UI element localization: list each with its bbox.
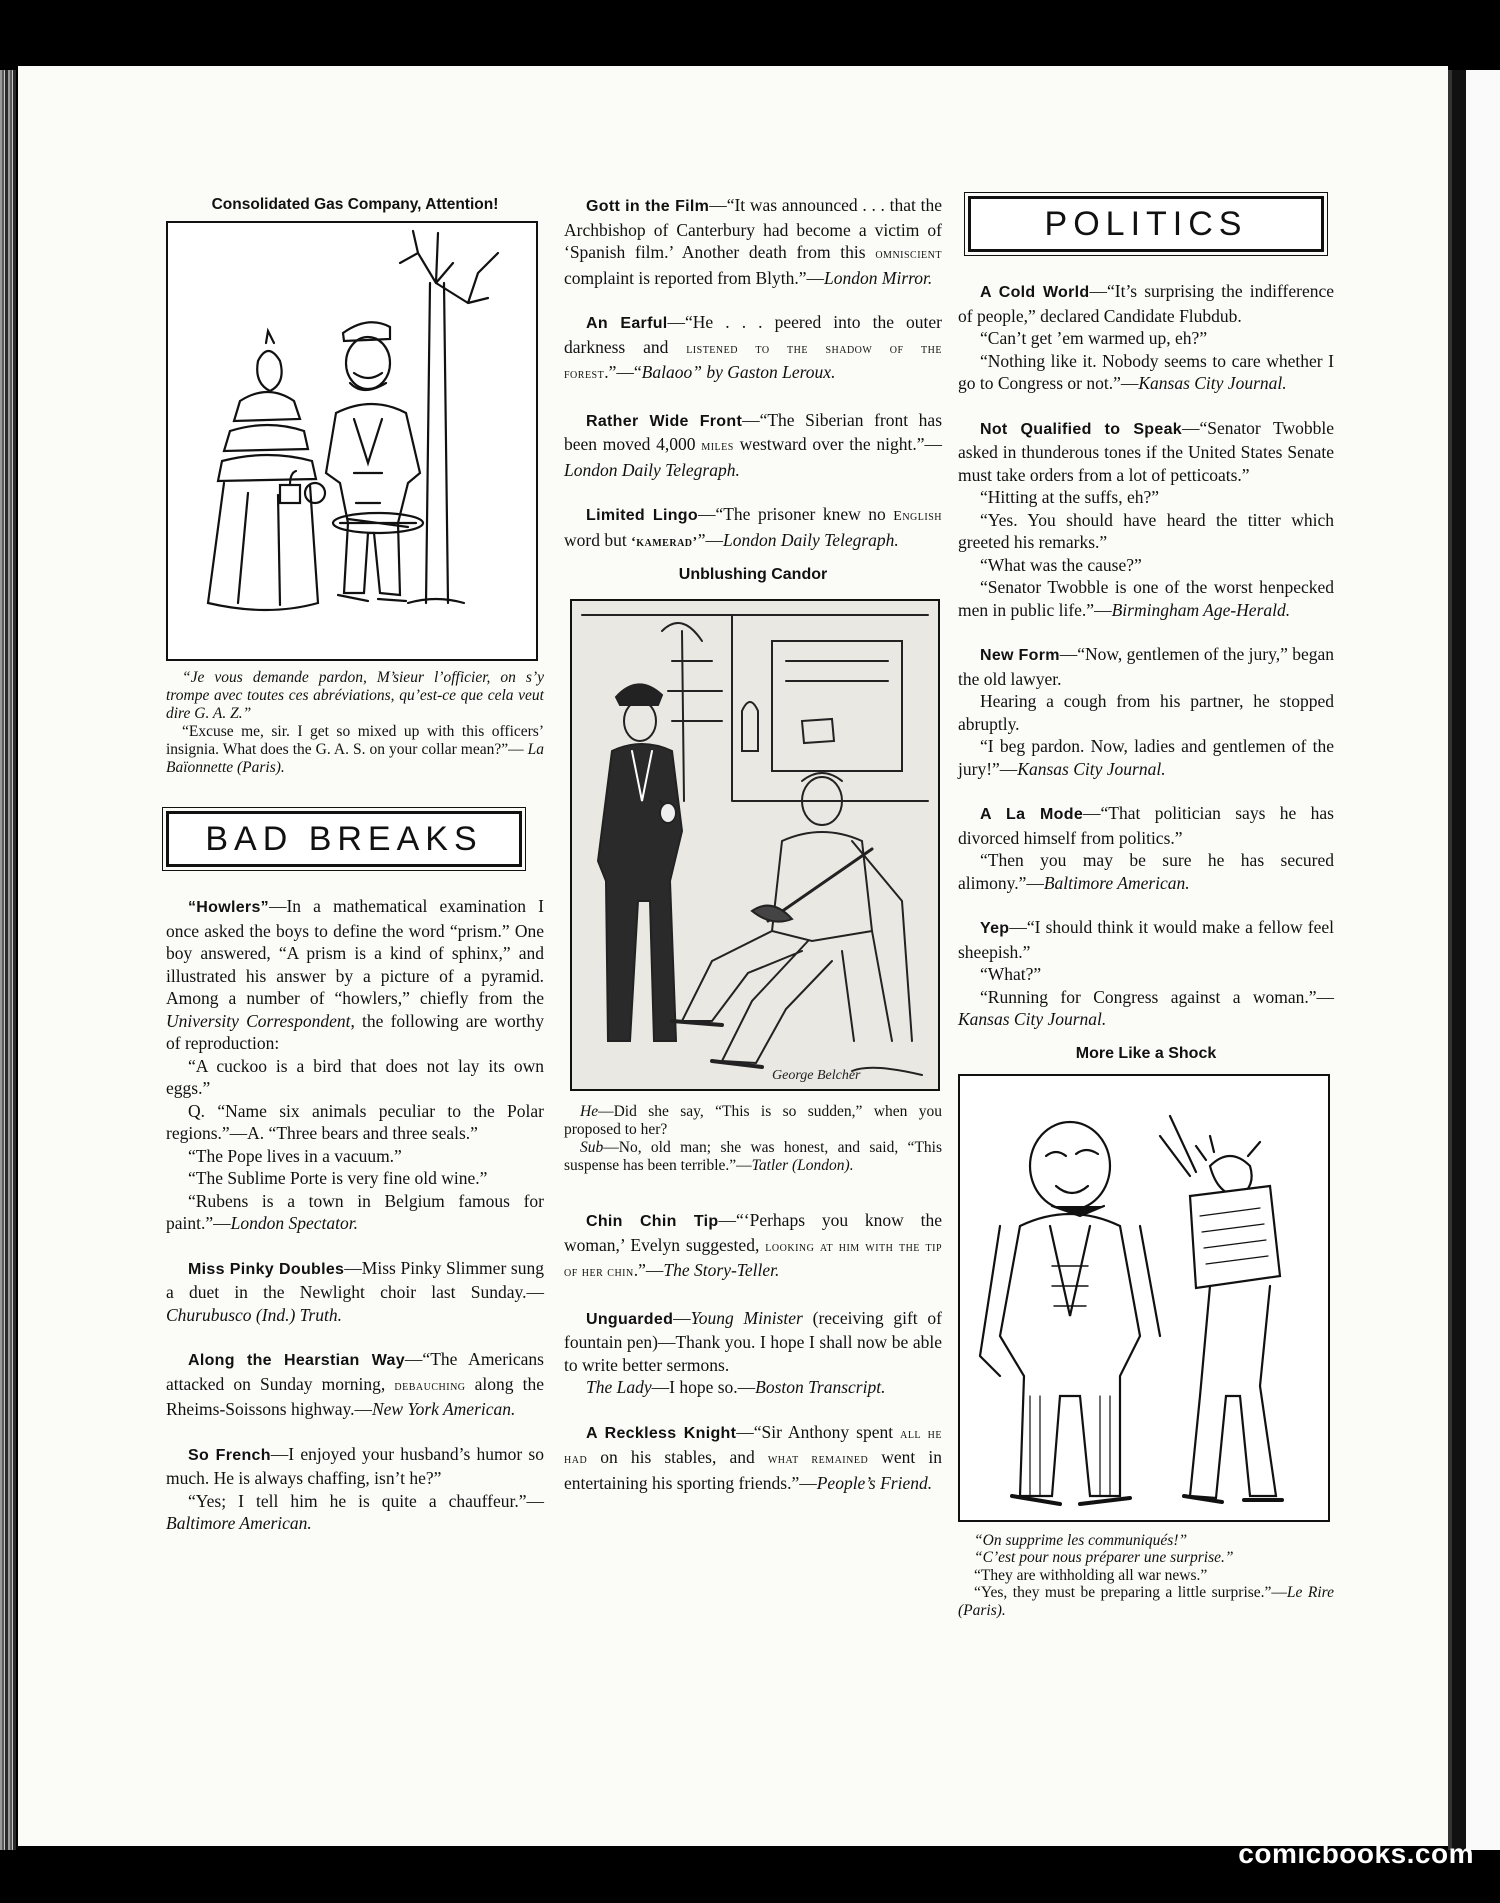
knight-smallcaps-2: what remained [767, 1452, 869, 1467]
so-french-heading: So French [188, 1446, 271, 1464]
caption-shock-source: Le Rire (Paris). [958, 1584, 1334, 1619]
earful-text: —“He . . . peered into the outer darkness and [564, 312, 942, 357]
lingo-smallcaps: English [893, 509, 942, 524]
cartoon-more-like-a-shock [958, 1074, 1330, 1522]
earful-text-2: .”—“ [604, 362, 642, 382]
site-watermark: comicbooks.com [1238, 1838, 1474, 1869]
mode-source: Baltimore American. [1043, 872, 1190, 893]
lingo-text-3: ”— [697, 529, 723, 550]
hearstian-text: —“The Americans attacked on Sunday morning, [166, 1349, 544, 1394]
caption-candor-source: Tatler (London). [751, 1157, 854, 1174]
mode-heading: A La Mode [980, 806, 1084, 823]
cold-line-2: “Can’t get ’em warmed up, eh?” [980, 328, 1208, 348]
cold-text: —“It’s surprising the indifference of people,” declared Candidate Flubdub. [958, 281, 1334, 326]
caption-english-text: “Excuse me, sir. I get so mixed up with this officers’ insignia. What does the G. A. S. on your collar mean?”— [166, 723, 544, 758]
wide-front-source: London Daily Telegraph. [564, 459, 740, 480]
so-french-line-2 [166, 1490, 544, 1535]
knight-smallcaps: all he had [564, 1426, 942, 1467]
yep-line-2: “What?” [980, 964, 1042, 984]
howler-item: “The Pope lives in a vacuum.” [188, 1145, 402, 1166]
cartoon-drawing-newspaper-readers [960, 1076, 1328, 1520]
gott-heading: Gott in the Film [586, 198, 710, 215]
article-so-french [166, 1443, 544, 1535]
right-column [958, 194, 1334, 1619]
caption-english-gas [166, 723, 544, 777]
caption-she-text: —No, old man; she was honest, and said, “This suspense has been terrible.”— [564, 1139, 942, 1174]
article-a-la-mode [958, 802, 1334, 894]
article-limited-lingo [564, 503, 942, 554]
howler-item: “A cuckoo is a bird that does not lay its own eggs.” [166, 1055, 544, 1098]
caption-he [564, 1103, 942, 1139]
lingo-kamerad: ‘kamerad’ [631, 534, 698, 550]
lingo-source: London Daily Telegraph. [722, 529, 899, 550]
article-hearstian [166, 1348, 544, 1421]
yep-line-1 [958, 916, 1334, 963]
earful-source: Balaoo” by Gaston Leroux. [641, 362, 836, 382]
gott-smallcaps: omniscient [875, 247, 942, 262]
chin-heading: Chin Chin Tip [586, 1213, 719, 1230]
qualified-line-5 [958, 576, 1334, 621]
qualified-text: —“Senator Twobble asked in thunderous tones if the United States Senate must take orders from a lot of petticoats.” [958, 417, 1334, 485]
newform-line-3 [958, 735, 1334, 780]
caption-he-label: He [580, 1103, 599, 1120]
left-column [166, 194, 544, 1535]
article-yep [958, 916, 1334, 1031]
unguarded-source: Boston Transcript. [755, 1377, 886, 1397]
pinky-heading: Miss Pinky Doubles [188, 1260, 345, 1278]
newform-text-3: “I beg pardon. Now, ladies and gentlemen of the jury!”— [958, 736, 1334, 779]
knight-text-3: went in entertaining his sporting friends.”— [564, 1447, 942, 1493]
article-new-form [958, 643, 1334, 780]
earful-heading: An Earful [586, 315, 668, 332]
unguarded-line-2 [564, 1376, 942, 1399]
wide-front-text-2: westward over the night.”— [733, 434, 942, 454]
howler-item: Q. “Name six animals peculiar to the Polar regions.”—A. “Three bears and three seals.” [166, 1100, 544, 1143]
mode-text: —“That politician says he has divorced himself from politics.” [958, 803, 1334, 848]
qualified-line-2: “Hitting at the suffs, eh?” [980, 487, 1159, 507]
mode-line-2 [958, 849, 1334, 894]
cartoon-title-gas: Consolidated Gas Company, Attention! [211, 196, 499, 213]
mode-text-2: “Then you may be sure he has secured alimony.”— [958, 850, 1334, 893]
section-header-bad-breaks: BAD BREAKS [166, 811, 522, 867]
cold-heading: A Cold World [980, 284, 1090, 301]
lingo-text-2: word but [564, 529, 632, 550]
earful-smallcaps: listened to the shadow of the forest [564, 341, 942, 382]
caption-shock-french-2: “C’est pour nous préparer une surprise.” [974, 1549, 1234, 1566]
wide-front-heading: Rather Wide Front [586, 412, 743, 430]
howler-item-text: “Rubens is a town in Belgium famous for paint.”— [166, 1190, 544, 1233]
caption-shock-english-text: “Yes, they must be preparing a little surprise.”— [974, 1584, 1287, 1601]
hearstian-text-2: along the Rheims-Soissons highway.— [166, 1373, 544, 1419]
gott-text: —“It was announced . . . that the Archbishop of Canterbury had become a victim of ‘Spanish film.’ Another death from this [564, 195, 942, 262]
mode-line-1 [958, 802, 1334, 849]
so-french-source: Baltimore American. [166, 1513, 312, 1533]
chin-smallcaps: looking at him with the tip of her chin [564, 1239, 943, 1280]
caption-french-gas: “Je vous demande pardon, M’sieur l’officier, on s’y trompe avec toutes ces abréviations, qu’est-ce que cela veut dire G. A. Z.” [166, 669, 544, 722]
qualified-line-3: “Yes. You should have heard the titter which greeted his remarks.” [958, 509, 1334, 552]
unguarded-italic-2: The Lady [586, 1377, 652, 1397]
qualified-source: Birmingham Age-Herald. [1111, 599, 1291, 620]
unguarded-italic: Young Minister [690, 1307, 803, 1328]
caption-shock-english-1: “They are withholding all war news.” [974, 1566, 1208, 1584]
lingo-text: —“The prisoner knew no [697, 504, 894, 524]
book-spine-edge [0, 70, 16, 1850]
caption-shock-english-2 [958, 1584, 1334, 1619]
newform-source: Kansas City Journal. [1017, 758, 1166, 779]
unguarded-line-1 [564, 1307, 942, 1377]
howler-source: London Spectator. [230, 1213, 359, 1233]
so-french-text: —I enjoyed your husband’s humor so much. He is always chaffing, isn’t he?” [166, 1443, 544, 1488]
cartoon-title-shock: More Like a Shock [1075, 1044, 1217, 1062]
magazine-page [18, 66, 1448, 1846]
middle-column [564, 194, 942, 1494]
pinky-text: —Miss Pinky Slimmer sung a duet in the Newlight choir last Sunday.— [166, 1257, 544, 1302]
chin-text-2: .”— [633, 1260, 664, 1280]
cartoon-drawing-officer-and-lady [168, 223, 536, 659]
qualified-line-4: “What was the cause?” [980, 554, 1142, 575]
article-pinky [166, 1257, 544, 1327]
caption-she [564, 1139, 942, 1175]
yep-line-3 [958, 986, 1334, 1031]
so-french-reply: “Yes; I tell him he is quite a chauffeur.”— [188, 1490, 544, 1511]
article-reckless-knight [564, 1421, 942, 1495]
hearstian-heading: Along the Hearstian Way [188, 1352, 405, 1369]
chin-text: —“‘Perhaps you know the woman,’ Evelyn suggested, [564, 1210, 942, 1255]
article-not-qualified [958, 417, 1334, 622]
howlers-text: —In a mathematical examination I once asked the boys to define the word “prism.” One boy answered, “A prism is a kind of sphinx,” and illustrated his answer by a picture of a pyramid. Among a number of “howlers,” chiefly from the [166, 896, 544, 1008]
caption-she-label: Sub [580, 1139, 604, 1156]
cartoon-caption-gas [166, 669, 544, 777]
knight-text: —“Sir Anthony spent [736, 1421, 901, 1442]
newform-text: —“Now, gentlemen of the jury,” began the old lawyer. [958, 644, 1334, 689]
qualified-heading: Not Qualified to Speak [980, 420, 1182, 438]
howler-item: “The Sublime Porte is very fine old wine.” [188, 1168, 488, 1188]
article-howlers [166, 895, 544, 1235]
cold-source: Kansas City Journal. [1138, 373, 1287, 393]
article-wide-front [564, 409, 942, 482]
lingo-heading: Limited Lingo [586, 507, 698, 524]
cold-line-3 [958, 350, 1334, 395]
yep-text: —“I should think it would make a fellow feel sheepish.” [958, 917, 1334, 962]
unguarded-text-2: —I hope so.— [651, 1377, 756, 1397]
wide-front-smallcaps: miles [701, 439, 734, 454]
hearstian-smallcaps: debauching [394, 1378, 466, 1394]
qualified-text-5: “Senator Twobble is one of the worst henpecked men in public life.”— [958, 577, 1334, 620]
knight-source: People’s Friend. [816, 1472, 933, 1493]
cold-line-1 [958, 280, 1334, 327]
howlers-italic: University Correspondent [166, 1010, 351, 1031]
howlers-heading: “Howlers” [188, 899, 269, 916]
cartoon-title-candor: Unblushing Candor [678, 566, 828, 583]
wide-front-text: —“The Siberian front has been moved 4,000 [564, 409, 943, 454]
cartoon-caption-shock [958, 1532, 1334, 1620]
caption-source-gas: La Baïonnette (Paris). [166, 741, 545, 776]
yep-heading: Yep [980, 920, 1010, 937]
cartoon-drawing-two-men [572, 601, 938, 1089]
caption-he-text: —Did she say, “This is so sudden,” when you proposed to her? [564, 1103, 942, 1138]
section-header-politics: POLITICS [968, 196, 1324, 252]
unguarded-heading: Unguarded [586, 1310, 674, 1328]
pinky-source: Churubusco (Ind.) Truth. [166, 1304, 342, 1325]
howlers-intro [166, 895, 544, 1055]
knight-text-2: on his stables, and [587, 1447, 768, 1467]
howlers-tail: , the following are worthy of reproduction: [166, 1010, 544, 1053]
unguarded-text: (receiving gift of fountain pen)—Thank you. I hope I shall now be able to write better sermons. [564, 1307, 942, 1375]
unguarded-dash: — [673, 1307, 691, 1328]
newform-line-2: Hearing a cough from his partner, he stopped abruptly. [958, 691, 1334, 734]
facing-page-edge [1466, 70, 1500, 1850]
so-french-line-1 [166, 1443, 544, 1490]
cartoon-unblushing-candor [570, 599, 940, 1091]
howler-item [166, 1190, 544, 1235]
article-chin-chin [564, 1209, 942, 1285]
article-cold-world [958, 280, 1334, 395]
newform-heading: New Form [980, 647, 1060, 664]
cartoon-caption-candor [564, 1103, 942, 1175]
gott-text-2: complaint is reported from Blyth.”— [564, 267, 825, 288]
gott-source: London Mirror. [824, 267, 933, 288]
cold-text-3: “Nothing like it. Nobody seems to care whether I go to Congress or not.”— [958, 350, 1334, 393]
chin-source: The Story-Teller. [663, 1260, 780, 1280]
gutter-shadow [1452, 70, 1466, 1850]
hearstian-source: New York American. [371, 1399, 516, 1419]
cartoon-signature: George Belcher [772, 1068, 861, 1083]
caption-shock-french-1: “On supprime les communiqués!” [974, 1531, 1188, 1549]
yep-text-3: “Running for Congress against a woman.”— [980, 986, 1334, 1007]
article-earful [564, 311, 942, 387]
cartoon-gas-company [166, 221, 538, 661]
newform-line-1 [958, 643, 1334, 690]
article-unguarded [564, 1307, 942, 1399]
article-gott [564, 194, 942, 289]
qualified-line-1 [958, 417, 1334, 487]
yep-source: Kansas City Journal. [958, 1009, 1107, 1029]
knight-heading: A Reckless Knight [586, 1424, 737, 1442]
